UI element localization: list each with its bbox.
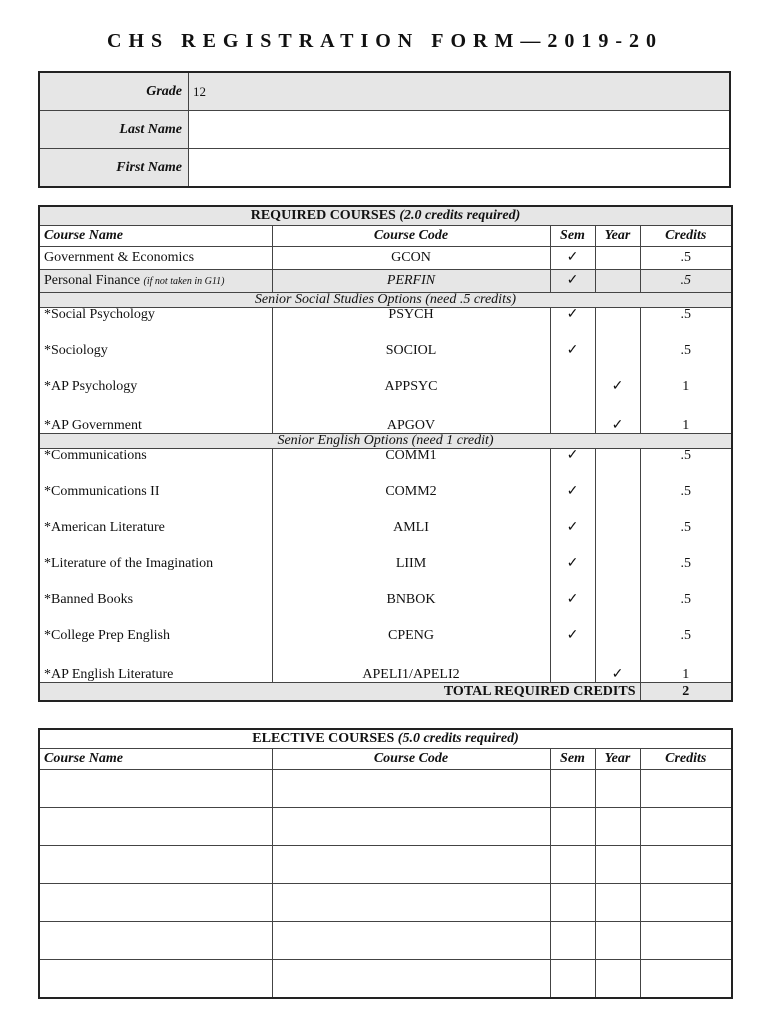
year-check[interactable] [595,308,640,345]
sem-check[interactable]: ✓ [550,344,595,380]
course-name: *Communications II [39,485,272,521]
elective-sem-field[interactable] [550,770,595,808]
elective-courses-title: ELECTIVE COURSES (5.0 credits required) [39,729,732,749]
col-year: Year [595,749,640,770]
elective-course-name-field[interactable] [39,770,272,808]
elective-sem-field[interactable] [550,960,595,999]
course-note: (if not taken in G11) [143,275,225,287]
course-name: *AP Government [39,416,272,434]
elective-year-field[interactable] [595,884,640,922]
course-code: BNBOK [272,593,550,629]
course-credits: .5 [640,308,732,345]
col-course-code: Course Code [272,749,550,770]
sem-check[interactable]: ✓ [550,521,595,557]
course-code: PSYCH [272,308,550,345]
course-row [39,247,732,270]
course-code: APPSYC [272,380,550,416]
first-name-label: First Name [39,149,189,188]
course-row [39,344,732,380]
course-credits: 1 [640,380,732,416]
course-row [39,521,732,557]
elective-row [39,846,732,884]
course-credits: .5 [640,344,732,380]
year-check[interactable] [595,344,640,380]
social-studies-header: Senior Social Studies Options (need .5 credits) [39,293,732,308]
elective-row [39,960,732,999]
course-code: COMM1 [272,449,550,486]
course-name: *College Prep English [39,629,272,665]
course-name: *Social Psychology [39,308,272,345]
course-row [39,416,732,434]
year-check[interactable]: ✓ [595,416,640,434]
col-year: Year [595,226,640,247]
course-row [39,485,732,521]
course-credits: .5 [640,629,732,665]
elective-course-name-field[interactable] [39,884,272,922]
sem-check[interactable]: ✓ [550,308,595,345]
elective-year-field[interactable] [595,770,640,808]
elective-row [39,770,732,808]
course-name: *AP English Literature [39,665,272,683]
elective-course-name-field[interactable] [39,960,272,999]
elective-courses-table [38,728,733,999]
year-check[interactable]: ✓ [595,665,640,683]
elective-credits-field[interactable] [640,922,732,960]
elective-course-code-field[interactable] [272,808,550,846]
course-code: COMM2 [272,485,550,521]
elective-course-name-field[interactable] [39,808,272,846]
sem-check[interactable] [550,416,595,434]
elective-year-field[interactable] [595,960,640,999]
required-courses-title: REQUIRED COURSES (2.0 credits required) [39,206,732,226]
sem-check[interactable]: ✓ [550,485,595,521]
course-name: *Literature of the Imagination [39,557,272,593]
required-courses-table [38,205,733,702]
sem-check[interactable] [550,380,595,416]
col-credits: Credits [640,226,732,247]
elective-course-code-field[interactable] [272,846,550,884]
course-credits: .5 [640,485,732,521]
grade-label: Grade [39,72,189,111]
course-name: Personal Finance (if not taken in G11) [39,270,272,293]
course-code: PERFIN [272,270,550,293]
course-credits: 1 [640,416,732,434]
year-check[interactable] [595,449,640,486]
year-check[interactable] [595,521,640,557]
elective-year-field[interactable] [595,846,640,884]
col-course-code: Course Code [272,226,550,247]
elective-sem-field[interactable] [550,808,595,846]
last-name-label: Last Name [39,111,189,149]
elective-credits-field[interactable] [640,808,732,846]
year-check[interactable] [595,247,640,270]
course-name: *Banned Books [39,593,272,629]
course-name: *AP Psychology [39,380,272,416]
elective-year-field[interactable] [595,922,640,960]
sem-check[interactable]: ✓ [550,449,595,486]
course-code: GCON [272,247,550,270]
course-credits: 1 [640,665,732,683]
sem-check[interactable]: ✓ [550,247,595,270]
course-name: Government & Economics [39,247,272,270]
page-title: CHS REGISTRATION FORM—2019-20 [107,30,663,52]
sem-check[interactable]: ✓ [550,629,595,665]
year-check[interactable] [595,629,640,665]
course-row [39,449,732,486]
elective-course-name-field[interactable] [39,922,272,960]
elective-credits-field[interactable] [640,770,732,808]
year-check[interactable] [595,593,640,629]
year-check[interactable]: ✓ [595,380,640,416]
course-credits: .5 [640,270,732,293]
col-course-name: Course Name [39,226,272,247]
course-credits: .5 [640,521,732,557]
elective-credits-field[interactable] [640,884,732,922]
elective-course-code-field[interactable] [272,884,550,922]
elective-course-code-field[interactable] [272,770,550,808]
course-credits: .5 [640,557,732,593]
elective-sem-field[interactable] [550,846,595,884]
course-row [39,665,732,683]
year-check[interactable] [595,557,640,593]
total-required-label: TOTAL REQUIRED CREDITS [39,683,640,702]
course-row [39,380,732,416]
course-row [39,557,732,593]
course-code: SOCIOL [272,344,550,380]
elective-credits-field[interactable] [640,846,732,884]
course-credits: .5 [640,593,732,629]
sem-check[interactable]: ✓ [550,557,595,593]
english-header: Senior English Options (need 1 credit) [39,434,732,449]
course-code: APGOV [272,416,550,434]
student-info-table [38,71,731,188]
year-check[interactable] [595,485,640,521]
course-code: LIIM [272,557,550,593]
col-sem: Sem [550,226,595,247]
elective-row [39,808,732,846]
course-code: CPENG [272,629,550,665]
elective-year-field[interactable] [595,808,640,846]
course-name: *Sociology [39,344,272,380]
course-row [39,308,732,345]
course-row [39,270,732,293]
course-code: AMLI [272,521,550,557]
grade-field[interactable]: 12 [189,72,731,111]
elective-course-code-field[interactable] [272,960,550,999]
course-credits: .5 [640,247,732,270]
elective-credits-field[interactable] [640,960,732,999]
last-name-field[interactable] [189,111,731,149]
sem-check[interactable] [550,665,595,683]
course-name: *Communications [39,449,272,486]
first-name-field[interactable] [189,149,731,188]
total-required-value: 2 [640,683,732,702]
col-credits: Credits [640,749,732,770]
year-check[interactable] [595,270,640,293]
elective-course-name-field[interactable] [39,846,272,884]
elective-course-code-field[interactable] [272,922,550,960]
course-row [39,593,732,629]
elective-sem-field[interactable] [550,922,595,960]
course-credits: .5 [640,449,732,486]
course-code: APELI1/APELI2 [272,665,550,683]
course-row [39,629,732,665]
course-name: *American Literature [39,521,272,557]
elective-sem-field[interactable] [550,884,595,922]
elective-row [39,884,732,922]
col-sem: Sem [550,749,595,770]
elective-row [39,922,732,960]
sem-check[interactable]: ✓ [550,270,595,293]
sem-check[interactable]: ✓ [550,593,595,629]
col-course-name: Course Name [39,749,272,770]
